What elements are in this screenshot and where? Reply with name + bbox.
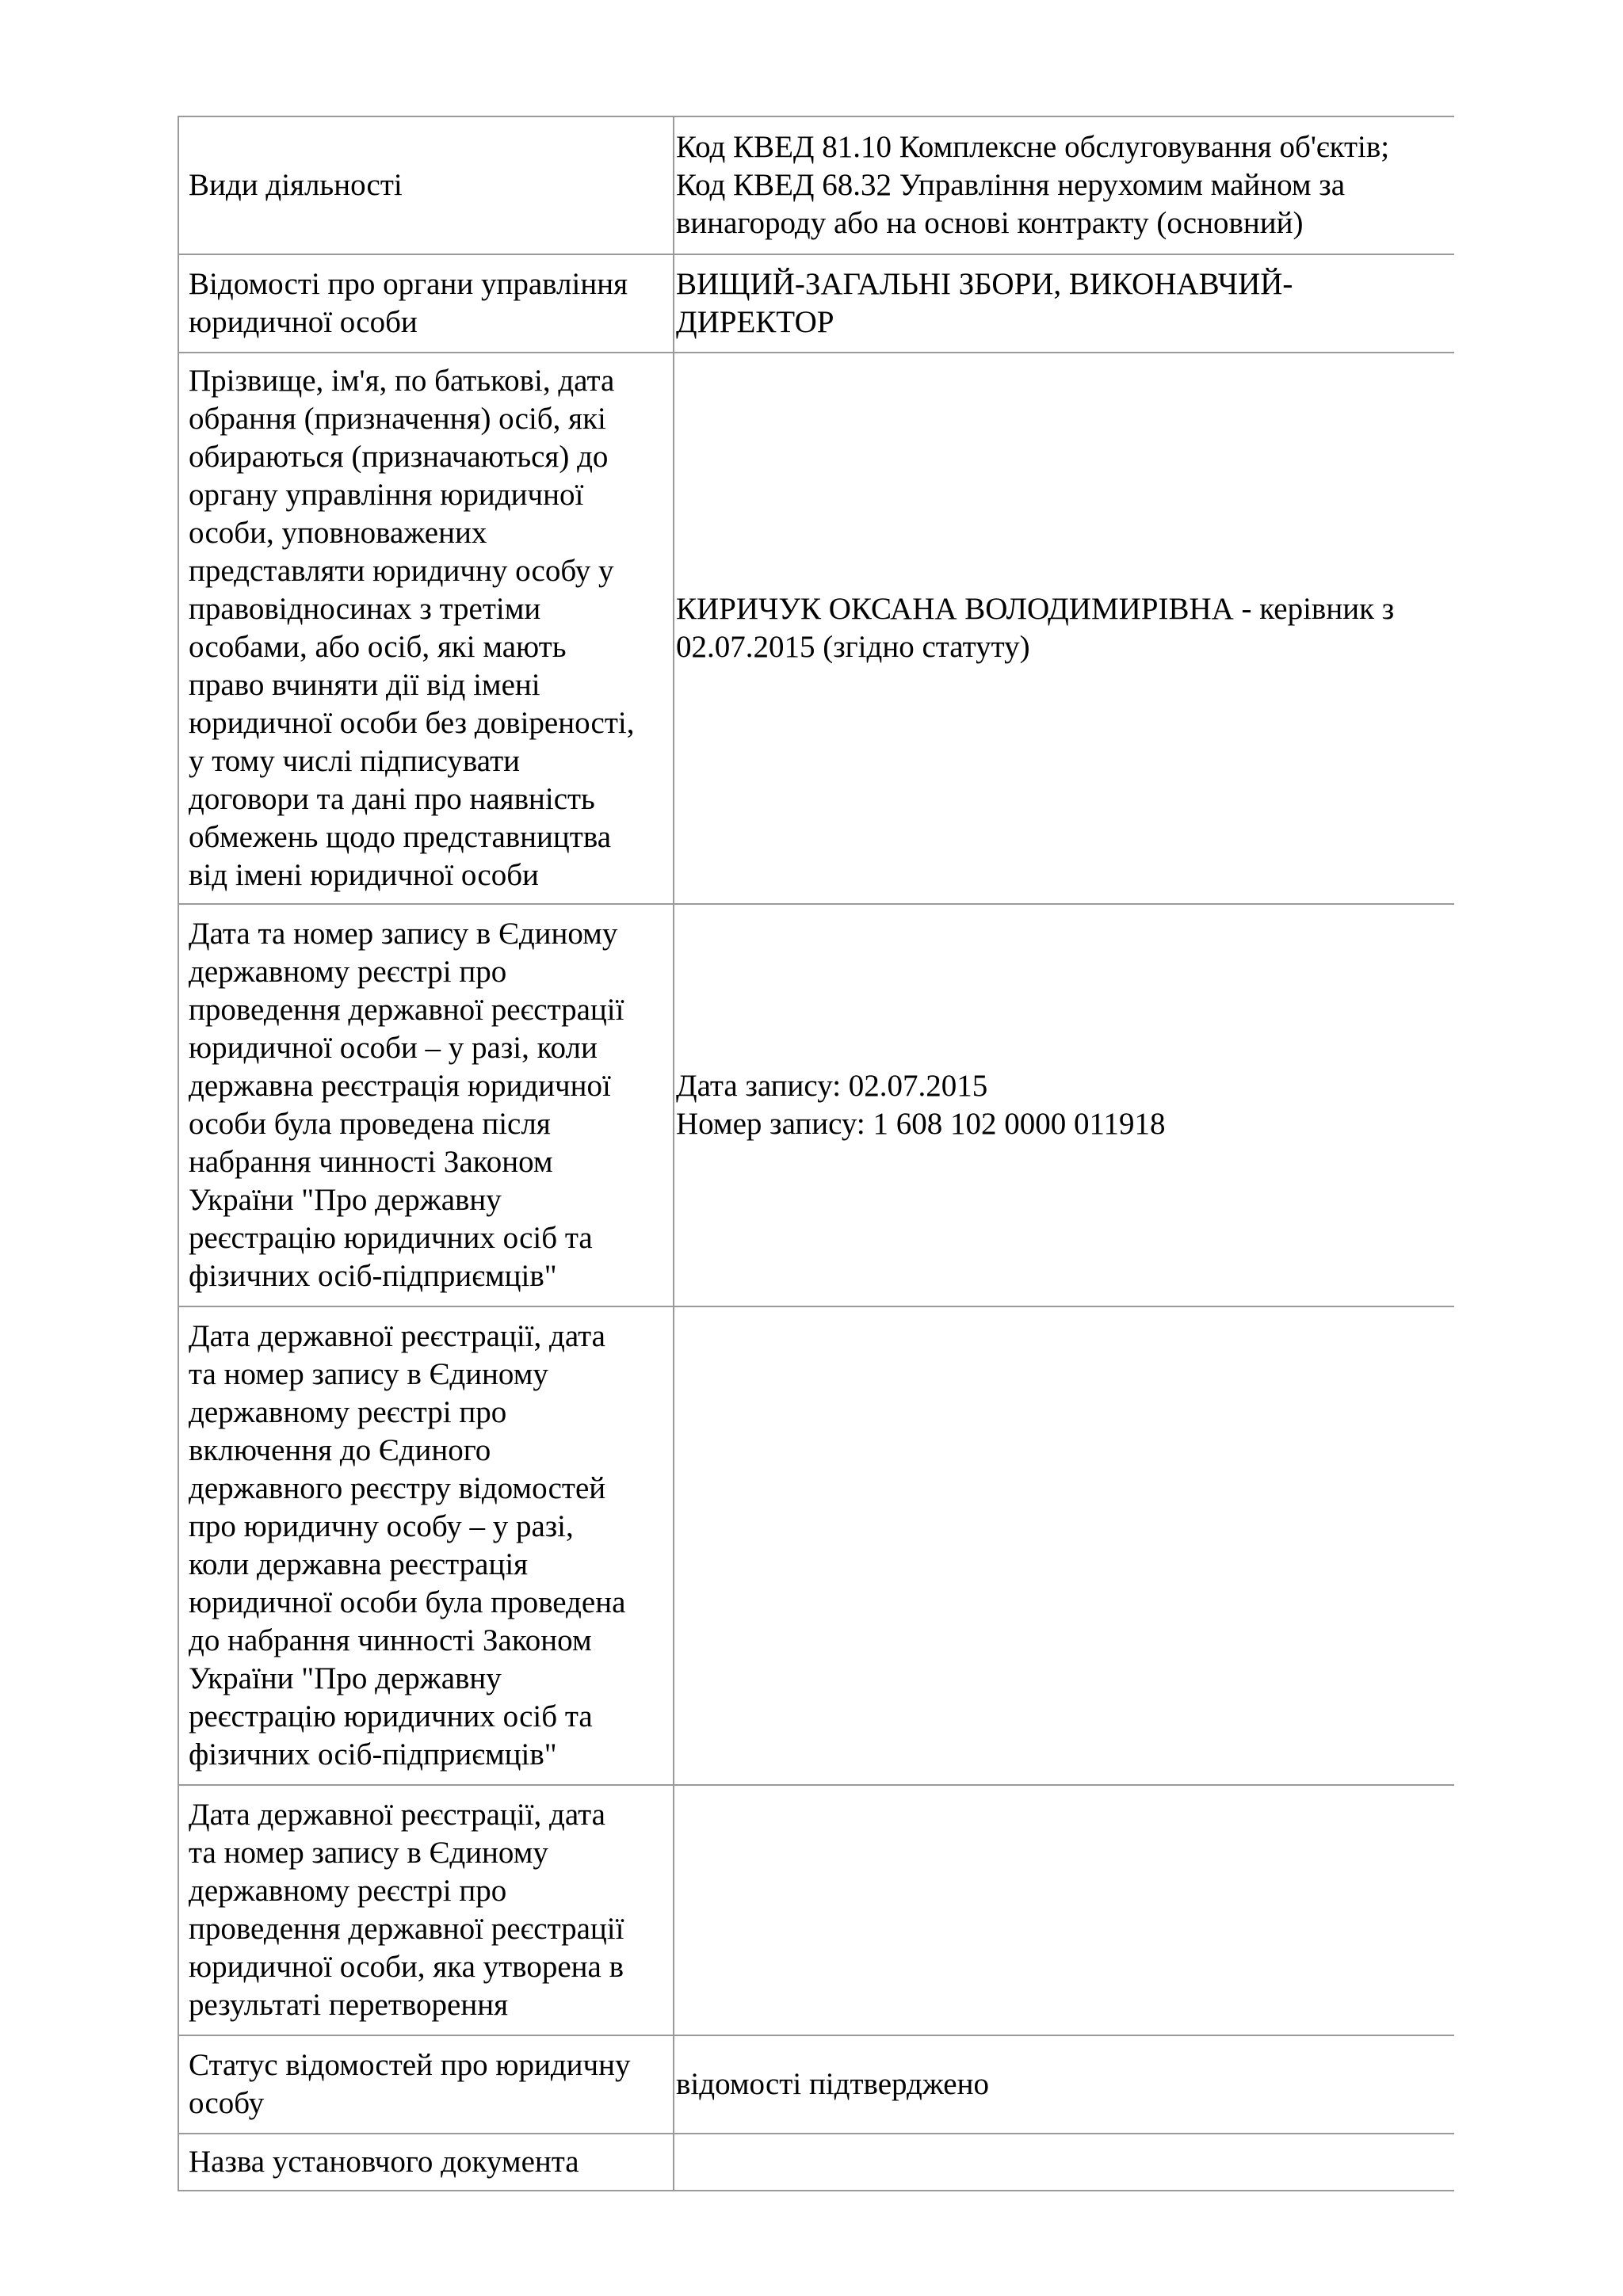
row-value: КИРИЧУК ОКСАНА ВОЛОДИМИРІВНА - керівник з 02.07.2015 (згідно статуту) xyxy=(676,592,1395,664)
row-value-cell xyxy=(674,2035,1454,2134)
table-row-authorized-persons xyxy=(178,353,1454,904)
row-label-cell xyxy=(178,2035,674,2134)
row-label: Дата та номер запису в Єдиному державному реєстрі про проведення державної реєстрації юридичної особи – у разі, коли державна реєстрація юридичної особи була проведена після набрання чинності Законом України "Про державну реєстрацію юридичних осіб та фізичних осіб-підприємців" xyxy=(189,917,624,1293)
row-label-cell xyxy=(178,353,674,904)
row-label-cell xyxy=(178,1306,674,1785)
row-value: ВИЩИЙ-ЗАГАЛЬНІ ЗБОРИ, ВИКОНАВЧИЙ- ДИРЕКТОР xyxy=(676,267,1293,339)
row-label-cell xyxy=(178,904,674,1306)
table-row-transformation-record xyxy=(178,1785,1454,2035)
row-label-cell xyxy=(178,254,674,353)
row-value-cell xyxy=(674,2134,1454,2191)
table-row-governing-bodies xyxy=(178,254,1454,353)
row-value-cell xyxy=(674,904,1454,1306)
row-label: Дата державної реєстрації, дата та номер запису в Єдиному державному реєстрі про проведення державної реєстрації юридичної особи, яка утворена в результаті перетворення xyxy=(189,1798,624,2022)
row-label: Статус відомостей про юридичну особу xyxy=(189,2048,631,2120)
row-value: відомості підтверджено xyxy=(676,2067,989,2101)
registry-extract-table xyxy=(178,116,1454,2191)
table-row-activities xyxy=(178,116,1454,254)
row-value-cell xyxy=(674,353,1454,904)
row-label: Назва установчого документа xyxy=(189,2145,579,2179)
table-row-registration-record xyxy=(178,904,1454,1306)
row-value: Код КВЕД 81.10 Комплексне обслуговування об'єктів; Код КВЕД 68.32 Управління нерухомим майном за винагороду або на основі контракту (основний) xyxy=(676,130,1390,240)
row-value-cell xyxy=(674,1785,1454,2035)
row-label-cell xyxy=(178,2134,674,2191)
row-label: Прізвище, ім'я, по батькові, дата обрання (призначення) осіб, які обираються (призначаються) до органу управління юридичної особи, уповноважених представляти юридичну особу у правовідносинах з третіми особами, або осіб, які мають право вчиняти дії від імені юридичної особи без довіреності, у тому числі підписувати договори та дані про наявність обмежень щодо представництва від імені юридичної особи xyxy=(189,364,635,892)
row-label: Види діяльності xyxy=(189,168,403,202)
row-value: Дата запису: 02.07.2015 Номер запису: 1 608 102 0000 011918 xyxy=(676,1069,1166,1141)
row-label-cell xyxy=(178,1785,674,2035)
row-label-cell xyxy=(178,116,674,254)
row-value-cell xyxy=(674,1306,1454,1785)
row-label: Дата державної реєстрації, дата та номер запису в Єдиному державному реєстрі про включення до Єдиного державного реєстру відомостей про юридичну особу – у разі, коли державна реєстрація юридичної особи була проведена до набрання чинності Законом України "Про державну реєстрацію юридичних осіб та фізичних осіб-підприємців" xyxy=(189,1319,626,1772)
row-value-cell xyxy=(674,116,1454,254)
row-label: Відомості про органи управління юридичної особи xyxy=(189,267,628,339)
table-row-inclusion-record xyxy=(178,1306,1454,1785)
row-value-cell xyxy=(674,254,1454,353)
table-row-status xyxy=(178,2035,1454,2134)
table-row-founding-document xyxy=(178,2134,1454,2191)
